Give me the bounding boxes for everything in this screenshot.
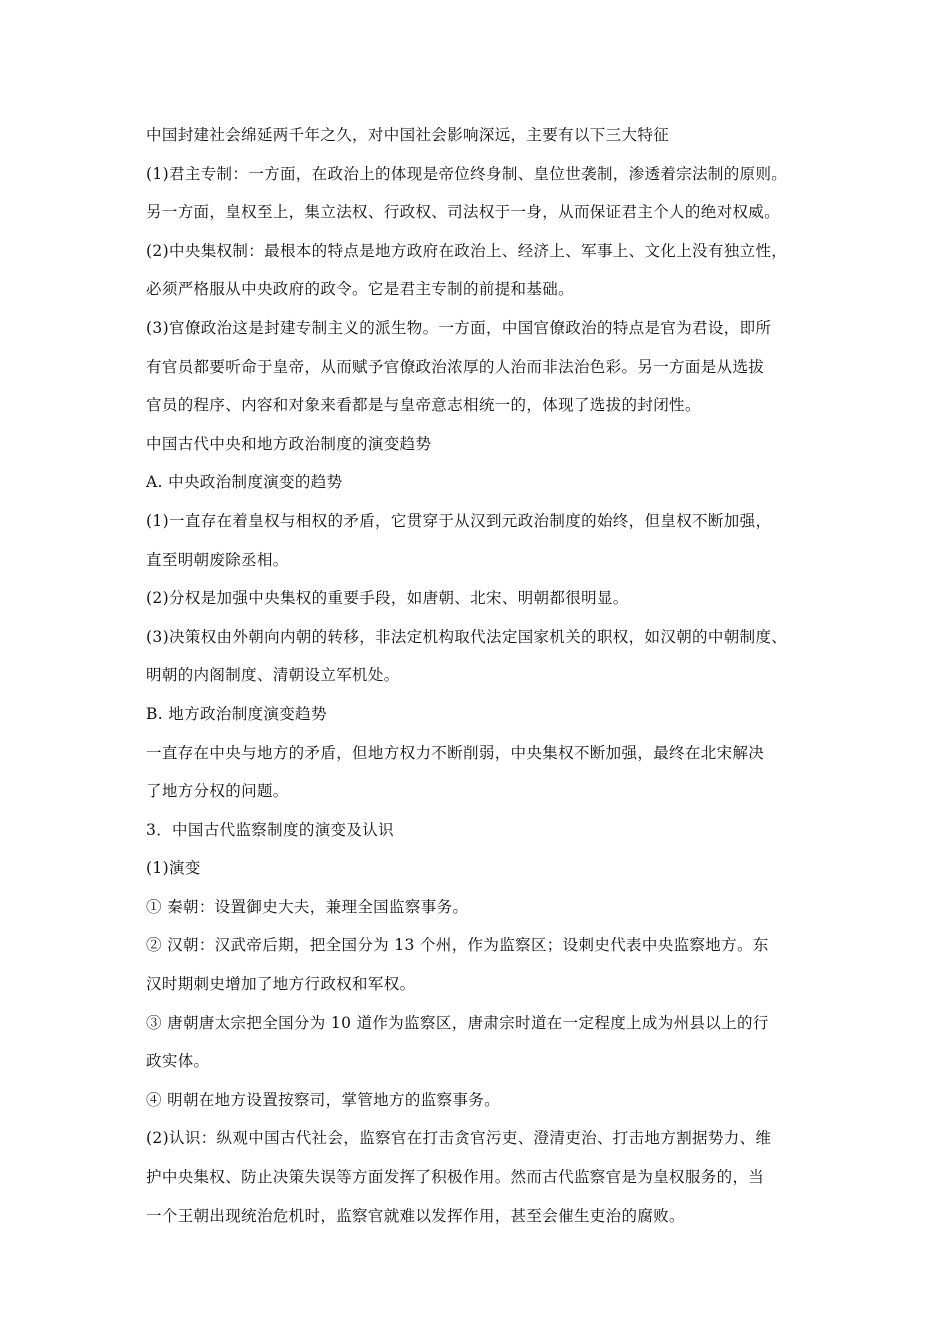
text-line: 明朝的内阁制度、清朝设立军机处。 [146, 666, 400, 685]
text-line: 一直存在中央与地方的矛盾，但地方权力不断削弱，中央集权不断加强，最终在北宋解决 [146, 743, 765, 762]
text-line: (1)君主专制：一方面，在政治上的体现是帝位终身制、皇位世袭制，渗透着宗法制的原则。 [146, 164, 788, 183]
text-line: 政实体。 [146, 1052, 210, 1071]
text-line: (1)演变 [146, 859, 201, 878]
text-line: 有官员都要听命于皇帝，从而赋予官僚政治浓厚的人治而非法治色彩。另一方面是从选拔 [146, 357, 765, 376]
text-line: (3)决策权由外朝向内朝的转移，非法定机构取代法定国家机关的职权，如汉朝的中朝制度、 [146, 627, 788, 646]
section-heading: 3．中国古代监察制度的演变及认识 [146, 820, 394, 839]
list-item: ④ 明朝在地方设置按察司，掌管地方的监察事务。 [146, 1090, 500, 1109]
text-line: (1)一直存在着皇权与相权的矛盾，它贯穿于从汉到元政治制度的始终，但皇权不断加强， [146, 511, 772, 530]
text-line: 了地方分权的问题。 [146, 782, 289, 801]
text-line: 必须严格服从中央政府的政令。它是君主专制的前提和基础。 [146, 280, 574, 299]
text-line: 汉时期刺史增加了地方行政权和军权。 [146, 975, 416, 994]
list-item: ① 秦朝：设置御史大夫，兼理全国监察事务。 [146, 897, 469, 916]
subsection-heading: B. 地方政治制度演变趋势 [146, 704, 327, 723]
text-line: (2)分权是加强中央集权的重要手段，如唐朝、北宋、明朝都很明显。 [146, 589, 629, 608]
text-line: 护中央集权、防止决策失误等方面发挥了积极作用。然而古代监察官是为皇权服务的，当 [146, 1168, 765, 1187]
list-item: ③ 唐朝唐太宗把全国分为 10 道作为监察区，唐肃宗时道在一定程度上成为州县以上的行 [146, 1013, 769, 1032]
text-line: 中国封建社会绵延两千年之久，对中国社会影响深远，主要有以下三大特征 [146, 126, 670, 144]
text-line: 直至明朝废除丞相。 [146, 550, 289, 569]
section-heading: 中国古代中央和地方政治制度的演变趋势 [146, 434, 432, 453]
text-line: (2)中央集权制：最根本的特点是地方政府在政治上、经济上、军事上、文化上没有独立性， [146, 241, 788, 260]
text-line: (2)认识：纵观中国古代社会，监察官在打击贪官污吏、澄清吏治、打击地方割据势力、维 [146, 1129, 772, 1148]
subsection-heading: A. 中央政治制度演变的趋势 [146, 473, 343, 492]
document-body [146, 124, 826, 1243]
text-line: (3)官僚政治这是封建专制主义的派生物。一方面，中国官僚政治的特点是官为君设，即所 [146, 318, 772, 337]
text-line: 另一方面，皇权至上，集立法权、行政权、司法权于一身，从而保证君主个人的绝对权威。 [146, 203, 781, 222]
text-line: 一个王朝出现统治危机时，监察官就难以发挥作用，甚至会催生吏治的腐败。 [146, 1206, 685, 1225]
list-item: ② 汉朝：汉武帝后期，把全国分为 13 个州，作为监察区；设刺史代表中央监察地方。东 [146, 936, 769, 955]
text-line: 官员的程序、内容和对象来看都是与皇帝意志相统一的，体现了选拔的封闭性。 [146, 396, 701, 415]
